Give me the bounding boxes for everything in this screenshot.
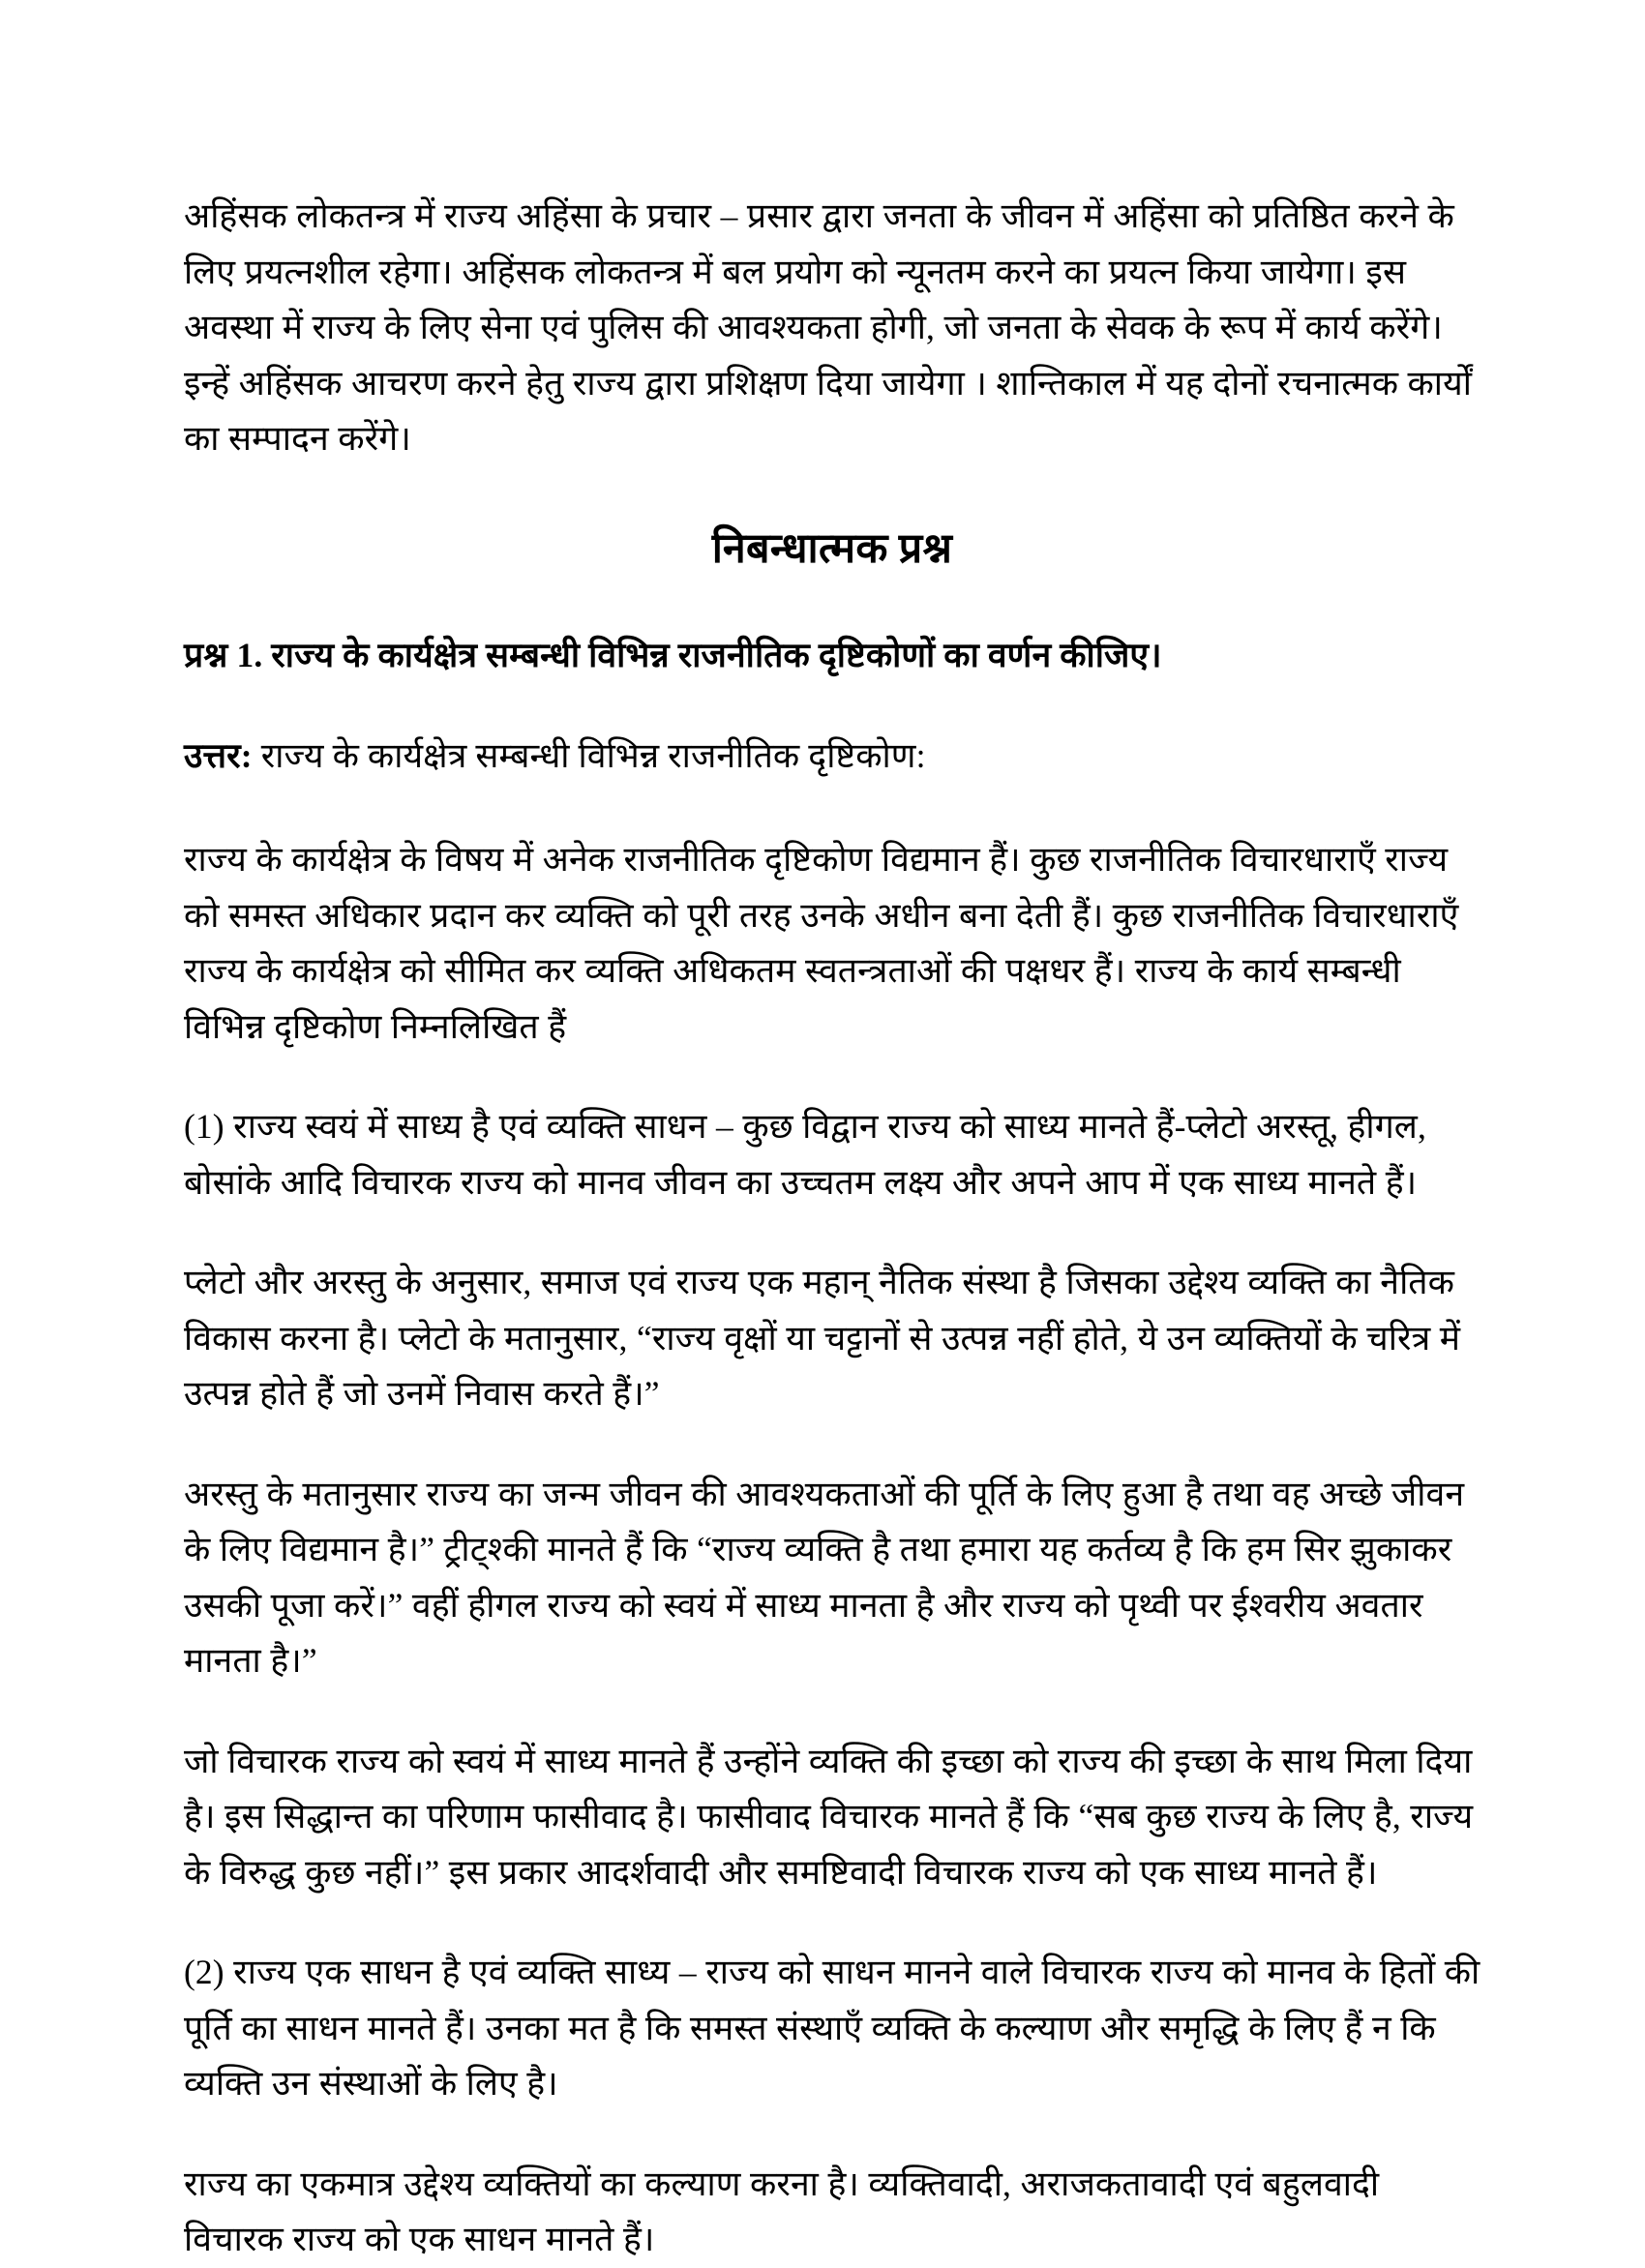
answer-text: राज्य के कार्यक्षेत्र सम्बन्धी विभिन्न राजनीतिक दृष्टिकोण: — [252, 736, 926, 776]
question-1 — [184, 628, 1480, 683]
body-paragraph: अरस्तु के मतानुसार राज्य का जन्म जीवन की आवश्यकताओं की पूर्ति के लिए हुआ है तथा वह अच्छे जीवन के लिए विद्यमान है।” ट्रीट्श्की मानते हैं कि “राज्य व्यक्ति है तथा हमारा यह कर्तव्य है कि हम सिर झुकाकर उसकी पूजा करें।” वहीं हीगल राज्य को स्वयं में साध्य मानता है और राज्य को पृथ्वी पर ईश्वरीय अवतार मानता है।” — [184, 1474, 1465, 1681]
answer-label: उत्तर: — [184, 736, 253, 776]
intro-paragraph: अहिंसक लोकतन्त्र में राज्य अहिंसा के प्रचार – प्रसार द्वारा जनता के जीवन में अहिंसा को प्रतिष्ठित करने के लिए प्रयत्नशील रहेगा। अहिंसक लोकतन्त्र में बल प्रयोग को न्यूनतम करने का प्रयत्न किया जायेगा। इस अवस्था में राज्य के लिए सेना एवं पुलिस की आवश्यकता होगी, जो जनता के सेवक के रूप में कार्य करेंगे। इन्हें अहिंसक आचरण करने हेतु राज्य द्वारा प्रशिक्षण दिया जायेगा । शान्तिकाल में यह दोनों रचनात्मक कार्यों का सम्पादन करेंगे। — [184, 196, 1472, 458]
body-paragraph: (2) राज्य एक साधन है एवं व्यक्ति साध्य – राज्य को साधन मानने वाले विचारक राज्य को मानव के हितों की पूर्ति का साधन मानते हैं। उनका मत है कि समस्त संस्थाएँ व्यक्ति के कल्याण और समृद्धि के लिए हैं न कि व्यक्ति उन संस्थाओं के लिए है। — [184, 1953, 1480, 2104]
body-paragraph: राज्य के कार्यक्षेत्र के विषय में अनेक राजनीतिक दृष्टिकोण विद्यमान हैं। कुछ राजनीतिक विचारधाराएँ राज्य को समस्त अधिकार प्रदान कर व्यक्ति को पूरी तरह उनके अधीन बना देती हैं। कुछ राजनीतिक विचारधाराएँ राज्य के कार्यक्षेत्र को सीमित कर व्यक्ति अधिकतम स्वतन्त्रताओं की पक्षधर हैं। राज्य के कार्य सम्बन्धी विभिन्न दृष्टिकोण निम्नलिखित हैं — [184, 840, 1459, 1046]
body-paragraph: (1) राज्य स्वयं में साध्य है एवं व्यक्ति साधन – कुछ विद्वान राज्य को साध्य मानते हैं-प्लेटो अरस्तू, हीगल, बोसांके आदि विचारक राज्य को मानव जीवन का उच्चतम लक्ष्य और अपने आप में एक साध्य मानते हैं। — [184, 1107, 1426, 1202]
question-label: प्रश्न 1. — [184, 635, 263, 674]
section-heading: निबन्धात्मक प्रश्न — [711, 525, 953, 572]
body-paragraph: राज्य का एकमात्र उद्देश्य व्यक्तियों का कल्याण करना है। व्यक्तिवादी, अराजकतावादी एवं बहुलवादी विचारक राज्य को एक साधन मानते हैं। — [184, 2164, 1380, 2259]
body-paragraph: जो विचारक राज्य को स्वयं में साध्य मानते हैं उन्होंने व्यक्ति की इच्छा को राज्य की इच्छा के साथ मिला दिया है। इस सिद्धान्त का परिणाम फासीवाद है। फासीवाद विचारक मानते हैं कि “सब कुछ राज्य के लिए है, राज्य के विरुद्ध कुछ नहीं।” इस प्रकार आदर्शवादी और समष्टिवादी विचारक राज्य को एक साध्य मानते हैं। — [184, 1741, 1474, 1892]
answer-1 — [184, 729, 1480, 784]
document-body — [184, 189, 1480, 2268]
body-paragraph: प्लेटो और अरस्तु के अनुसार, समाज एवं राज्य एक महान् नैतिक संस्था है जिसका उद्देश्य व्यक्ति का नैतिक विकास करना है। प्लेटो के मतानुसार, “राज्य वृक्षों या चट्टानों से उत्पन्न नहीं होते, ये उन व्यक्तियों के चरित्र में उत्पन्न होते हैं जो उनमें निवास करते हैं।” — [184, 1263, 1461, 1414]
question-text: राज्य के कार्यक्षेत्र सम्बन्धी विभिन्न राजनीतिक दृष्टिकोणों का वर्णन कीजिए। — [262, 635, 1162, 674]
